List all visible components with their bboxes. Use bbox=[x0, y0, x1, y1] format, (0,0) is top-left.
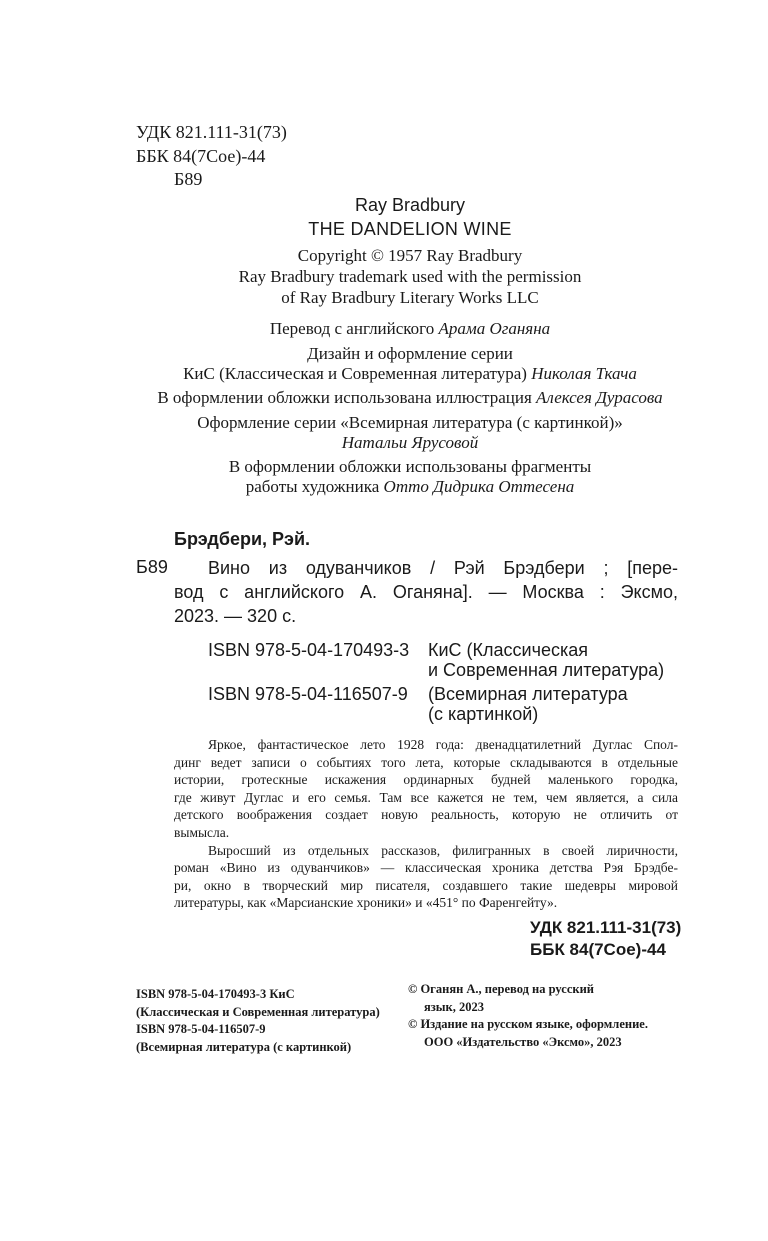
cover-illustrator-name: Алексея Дурасова bbox=[536, 388, 663, 407]
bbk-code: ББК 84(7Сое)-44 bbox=[136, 146, 266, 166]
series-design-prefix: КиС (Классическая и Современная литература) bbox=[183, 364, 532, 383]
annotation-line: литературы, как «Марсианские хроники» и «451° по Фаренгейту». bbox=[174, 895, 558, 911]
fragments-prefix: работы художника bbox=[245, 477, 384, 496]
isbn-1-desc: и Современная литература) bbox=[428, 660, 665, 680]
cover-illustration-prefix: В оформлении обложки использована иллюстрация bbox=[157, 388, 537, 407]
annotation bbox=[174, 736, 678, 912]
isbn-2: ISBN 978-5-04-116507-9 bbox=[208, 684, 408, 704]
annotation-line: истории, гротескные искажения ординарных будней маленького городка, bbox=[174, 772, 678, 788]
udk-code-bottom: УДК 821.111-31(73) bbox=[530, 918, 682, 937]
annotation-line: Яркое, фантастическое лето 1928 года: двенадцатилетний Дуглас Спол- bbox=[208, 737, 678, 752]
cover-illustration-credit bbox=[100, 387, 720, 408]
catalog-description bbox=[208, 556, 678, 580]
fragments-artist-name: Отто Дидрика Оттесена bbox=[383, 477, 575, 496]
catalog-mark: Б89 bbox=[136, 557, 168, 577]
footer-copyright-line: ООО «Издательство «Эксмо», 2023 bbox=[424, 1034, 622, 1049]
catalog-heading: Брэдбери, Рэй. bbox=[174, 529, 311, 549]
isbn-2-desc: (с картинкой) bbox=[428, 704, 539, 724]
footer-isbn-line: ISBN 978-5-04-170493-3 КиС bbox=[136, 987, 295, 1001]
annotation-line: роман «Вино из одуванчиков» — классическая хроника детства Рэя Брэдбе- bbox=[174, 860, 678, 876]
series-design-credit bbox=[100, 363, 720, 384]
catalog-line: Вино из одуванчиков / Рэй Брэдбери ; [пере- bbox=[208, 558, 678, 578]
translator-name: Арама Оганяна bbox=[438, 319, 551, 338]
series-designer-name: Николая Ткача bbox=[531, 364, 637, 383]
footer-copyright-block bbox=[408, 981, 648, 1051]
annotation-line: где живут Дуглас и его семья. Там все кажется не тем, чем является, а сила bbox=[174, 789, 678, 805]
annotation-line: ри, окно в творческий мир писателя, создавшего такие шедевры мировой bbox=[174, 877, 678, 893]
footer-copyright-line: © Издание на русском языке, оформление. bbox=[408, 1017, 648, 1032]
footer-isbn-block bbox=[136, 986, 380, 1056]
annotation-line: детского воображения создает новую реальность, которую не отличить от bbox=[174, 807, 678, 823]
footer-copyright-line: язык, 2023 bbox=[424, 999, 484, 1014]
translation-prefix: Перевод с английского bbox=[269, 319, 439, 338]
isbn-2-desc: (Всемирная литература bbox=[428, 684, 628, 704]
annotation-line: динг ведет записи о событиях того лета, которые складываются в отдельные bbox=[174, 754, 678, 770]
catalog-line: вод с английского А. Оганяна]. — Москва : Эксмо, bbox=[174, 582, 678, 602]
udk-code: УДК 821.111-31(73) bbox=[136, 122, 287, 142]
original-title: THE DANDELION WINE bbox=[308, 219, 512, 239]
catalog-line: 2023. — 320 с. bbox=[174, 606, 297, 626]
series-layout-author: Натальи Ярусовой bbox=[341, 433, 479, 452]
footer-isbn-line: (Классическая и Современная литература) bbox=[136, 1004, 380, 1019]
annotation-line: Выросший из отдельных рассказов, филигранных в своей лиричности, bbox=[208, 842, 678, 858]
footer-isbn-line: (Всемирная литература (с картинкой) bbox=[136, 1039, 352, 1054]
original-author: Ray Bradbury bbox=[354, 195, 466, 215]
series-layout-credit: Оформление серии «Всемирная литература (с картинкой)» bbox=[197, 413, 623, 432]
annotation-line: вымысла. bbox=[174, 824, 230, 840]
series-design-heading: Дизайн и оформление серии bbox=[307, 344, 513, 363]
fragments-artist-credit bbox=[160, 476, 660, 497]
annotation-paragraph-2 bbox=[174, 842, 678, 912]
original-copyright: Copyright © 1957 Ray Bradbury bbox=[297, 246, 523, 265]
isbn-1: ISBN 978-5-04-170493-3 bbox=[208, 640, 410, 660]
trademark-line: Ray Bradbury trademark used with the permission bbox=[238, 267, 582, 286]
isbn-1-desc: КиС (Классическая bbox=[428, 640, 589, 660]
footer-copyright-line: © Оганян А., перевод на русский bbox=[408, 982, 594, 996]
bbk-code-bottom: ББК 84(7Сое)-44 bbox=[530, 940, 666, 959]
trademark-line: of Ray Bradbury Literary Works LLC bbox=[281, 288, 539, 307]
footer-isbn-line: ISBN 978-5-04-116507-9 bbox=[136, 1022, 266, 1037]
annotation-paragraph-1 bbox=[174, 736, 678, 842]
translation-credit bbox=[160, 318, 660, 339]
fragments-credit: В оформлении обложки использованы фрагменты bbox=[228, 457, 592, 476]
author-mark: Б89 bbox=[174, 169, 203, 189]
